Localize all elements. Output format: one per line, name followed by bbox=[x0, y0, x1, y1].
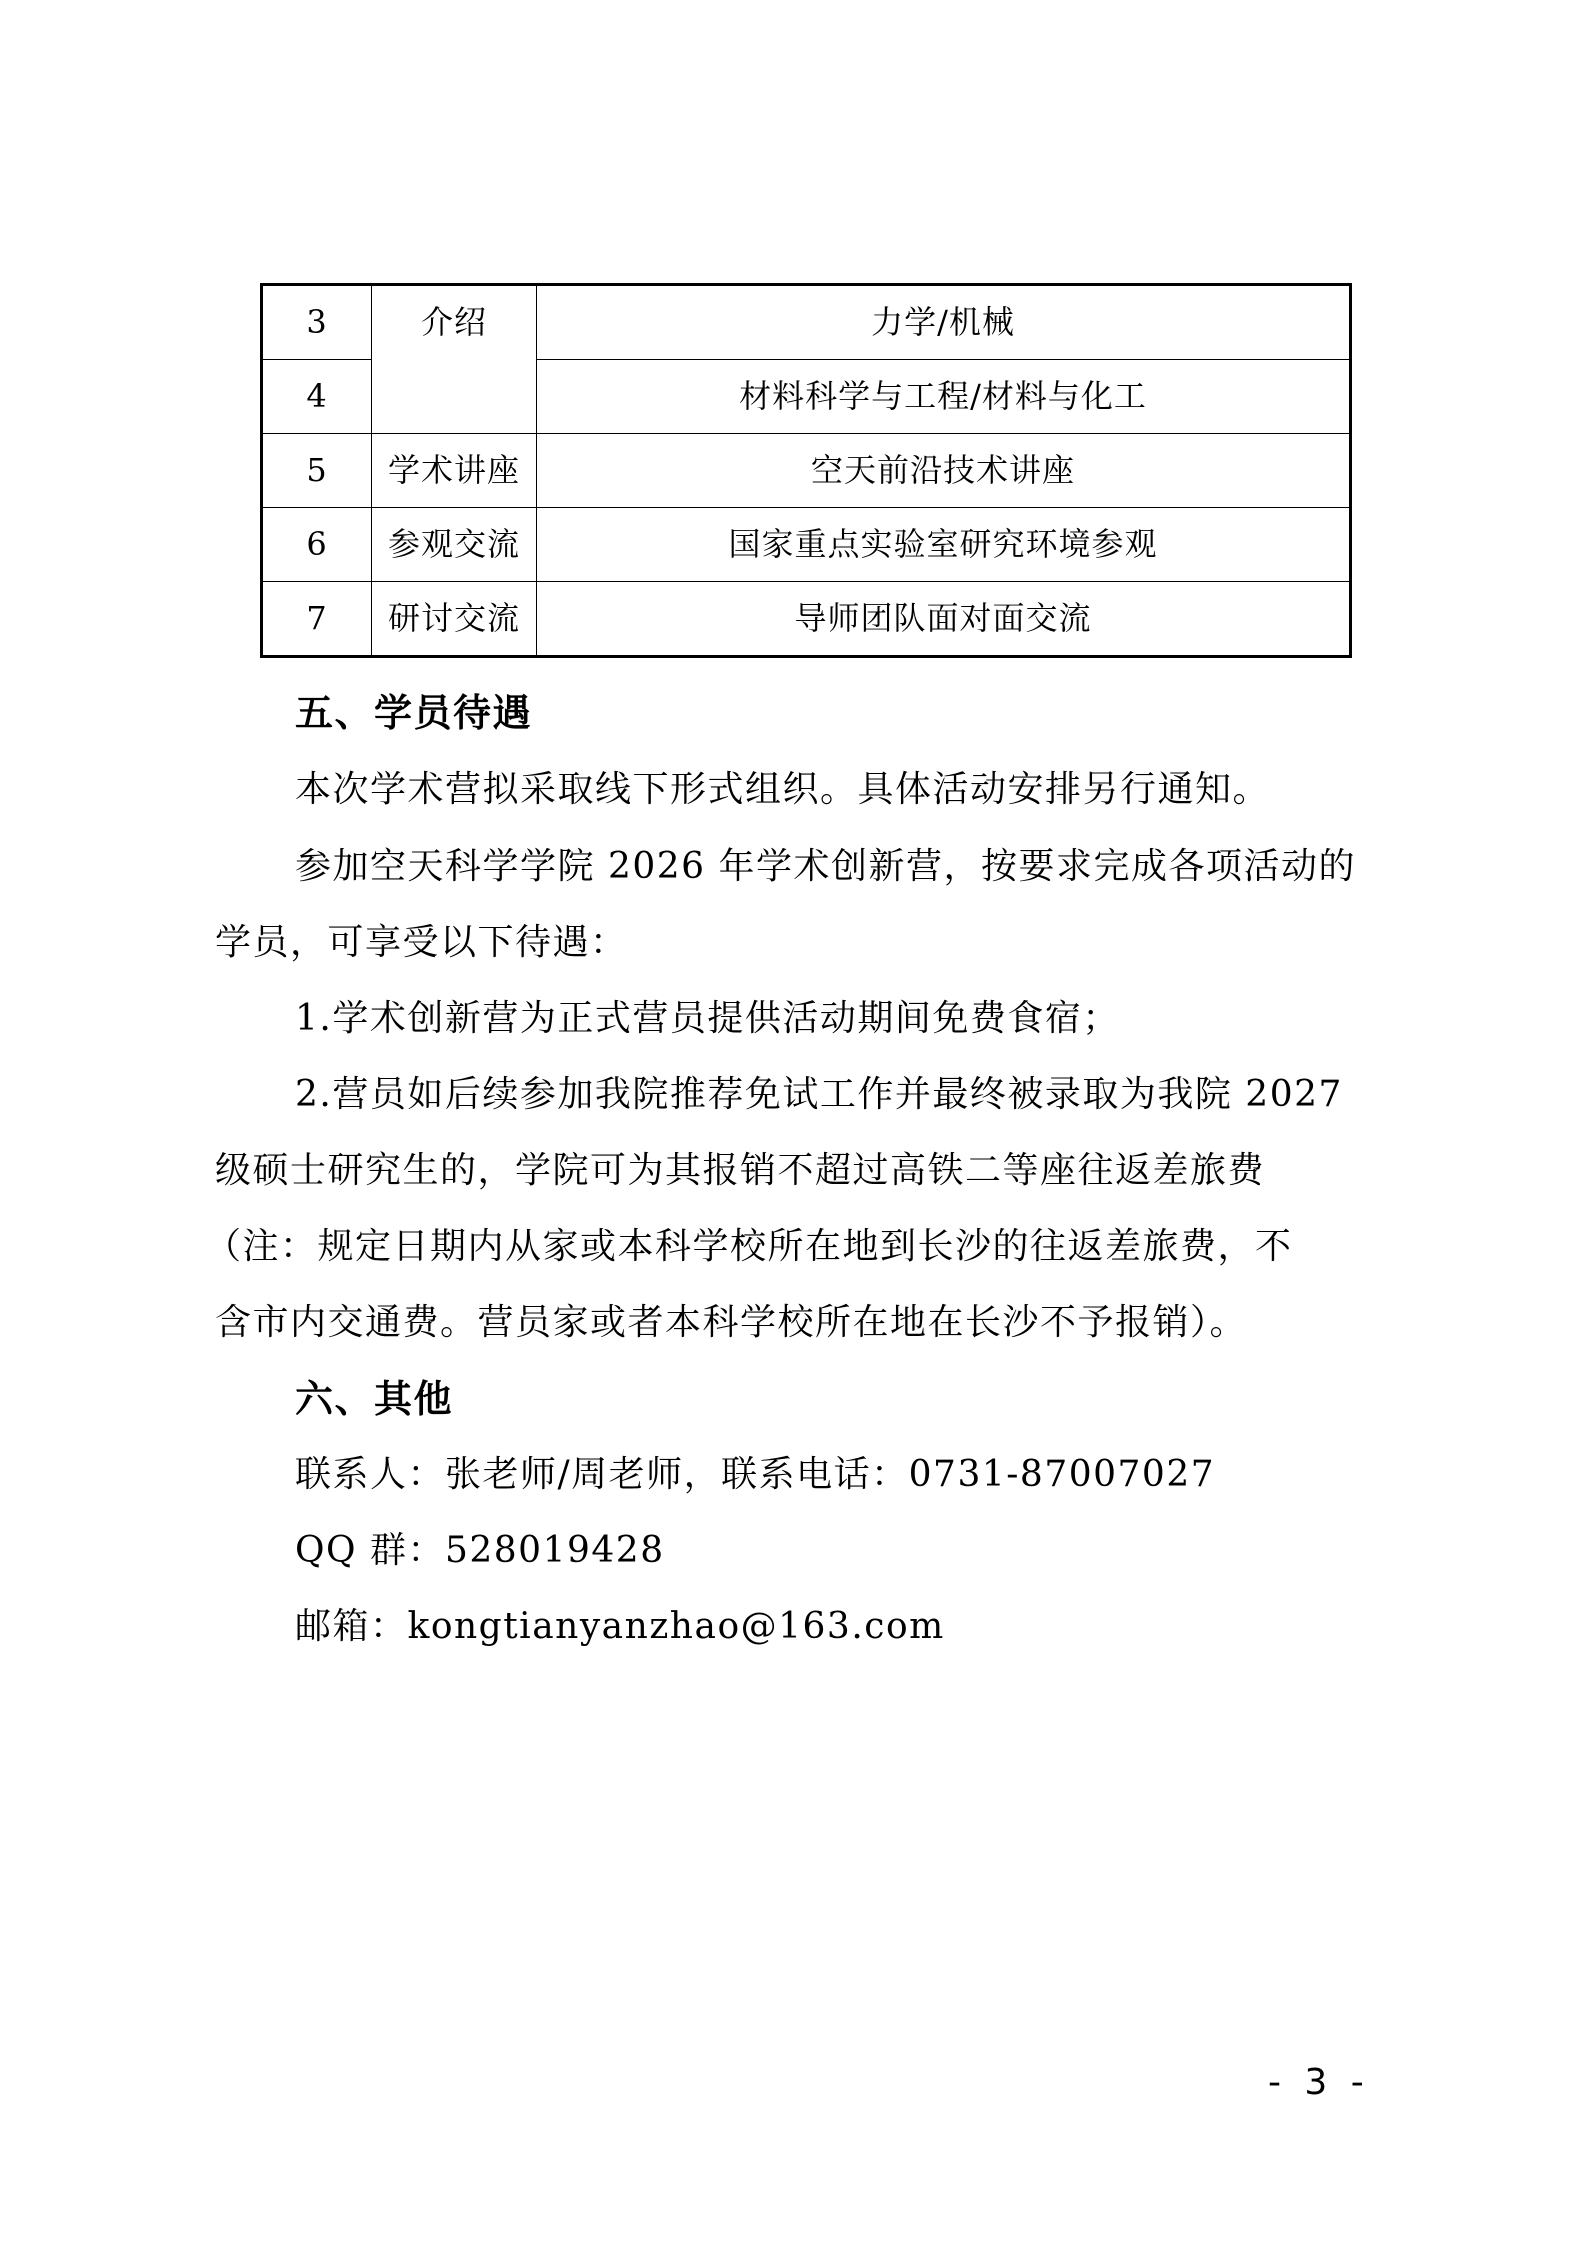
row-number: 6 bbox=[262, 508, 372, 582]
table-row bbox=[262, 508, 1351, 582]
row-category: 研讨交流 bbox=[372, 582, 537, 657]
row-number: 3 bbox=[262, 285, 372, 360]
row-content: 导师团队面对面交流 bbox=[537, 582, 1351, 657]
section-heading-benefits: 五、学员待遇 bbox=[295, 691, 533, 735]
row-content: 空天前沿技术讲座 bbox=[537, 434, 1351, 508]
table-row bbox=[262, 434, 1351, 508]
schedule-table bbox=[260, 283, 1352, 658]
row-content: 国家重点实验室研究环境参观 bbox=[537, 508, 1351, 582]
benefit-item-2-line1: 2.营员如后续参加我院推荐免试工作并最终被录取为我院 2027 bbox=[295, 1074, 1343, 1115]
row-content: 材料科学与工程/材料与化工 bbox=[537, 360, 1351, 434]
table-row bbox=[262, 582, 1351, 657]
email-line: 邮箱：kongtianyanzhao@163.com bbox=[295, 1606, 945, 1647]
row-category: 学术讲座 bbox=[372, 434, 537, 508]
paragraph-format: 本次学术营拟采取线下形式组织。具体活动安排另行通知。 bbox=[295, 769, 1271, 810]
qq-group-line: QQ 群：528019428 bbox=[295, 1530, 665, 1571]
paragraph-benefits-intro-line1: 参加空天科学学院 2026 年学术创新营，按要求完成各项活动的 bbox=[295, 846, 1357, 887]
benefit-item-2-line4: 含市内交通费。营员家或者本科学校所在地在长沙不予报销）。 bbox=[215, 1302, 1248, 1343]
row-number: 4 bbox=[262, 360, 372, 434]
page-number: - 3 - bbox=[1268, 2062, 1370, 2103]
contact-line: 联系人：张老师/周老师，联系电话：0731-87007027 bbox=[295, 1454, 1216, 1495]
section-heading-other: 六、其他 bbox=[295, 1377, 454, 1421]
row-number: 5 bbox=[262, 434, 372, 508]
benefit-item-2-line3: （注：规定日期内从家或本科学校所在地到长沙的往返差旅费，不 bbox=[205, 1226, 1293, 1267]
row-category: 介绍 bbox=[372, 285, 537, 434]
row-category: 参观交流 bbox=[372, 508, 537, 582]
table-row bbox=[262, 285, 1351, 360]
benefit-item-1: 1.学术创新营为正式营员提供活动期间免费食宿； bbox=[295, 998, 1120, 1039]
paragraph-benefits-intro-line2: 学员，可享受以下待遇： bbox=[215, 922, 628, 963]
row-content: 力学/机械 bbox=[537, 285, 1351, 360]
benefit-item-2-line2: 级硕士研究生的，学院可为其报销不超过高铁二等座往返差旅费 bbox=[215, 1150, 1266, 1191]
row-number: 7 bbox=[262, 582, 372, 657]
